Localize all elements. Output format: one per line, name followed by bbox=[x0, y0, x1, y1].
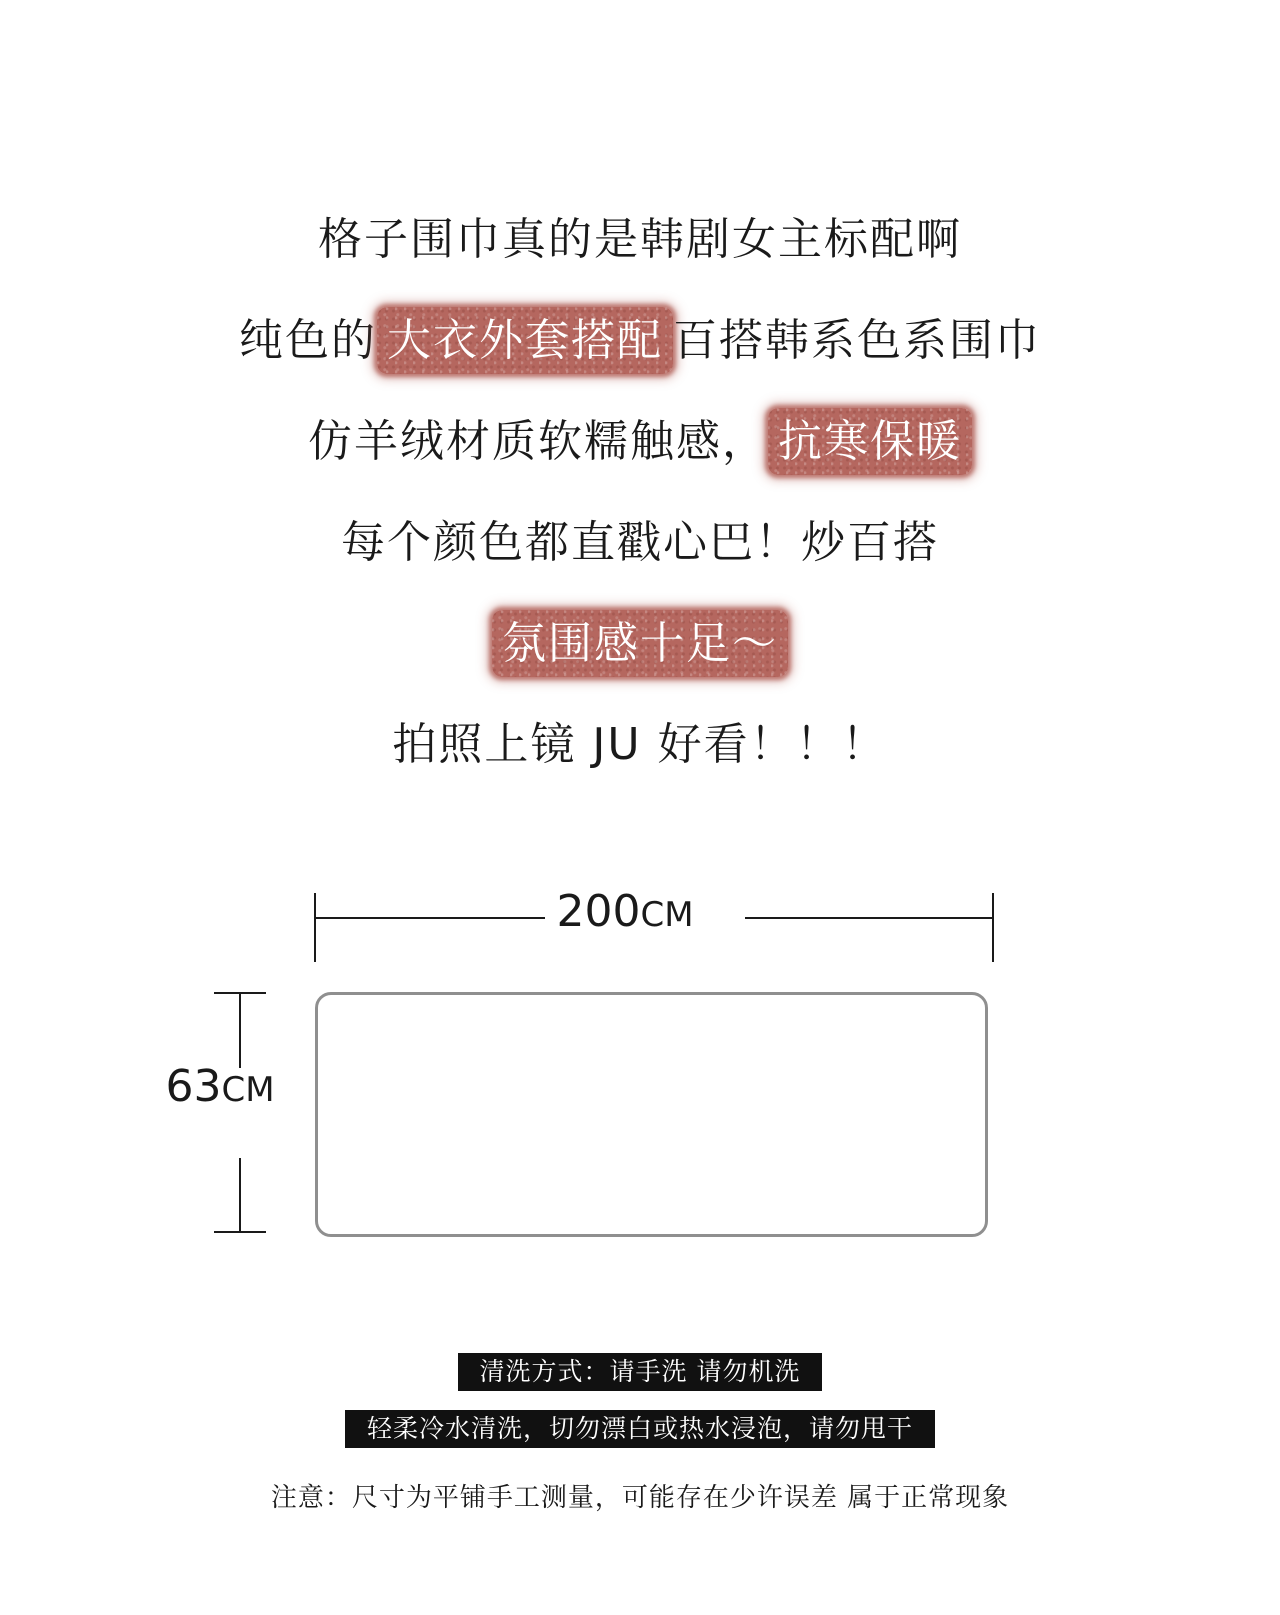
intro-line-6-text: 拍照上镜 JU 好看！！！ bbox=[392, 719, 888, 770]
intro-line-1-text: 格子围巾真的是韩剧女主标配啊 bbox=[318, 214, 962, 265]
highlight-atmosphere: 氛围感十足～ bbox=[492, 610, 788, 677]
intro-line-3-before: 仿羊绒材质软糯触感， bbox=[308, 416, 768, 467]
scarf-outline bbox=[315, 992, 988, 1237]
intro-line-4-text: 每个颜色都直戳心巴！炒百搭 bbox=[341, 517, 939, 568]
measurement-note: 注意：尺寸为平铺手工测量，可能存在少许误差 属于正常现象 bbox=[270, 1483, 1010, 1513]
width-unit: CM bbox=[640, 895, 694, 935]
height-value: 63 bbox=[165, 1061, 222, 1112]
care-method-row bbox=[0, 1353, 1280, 1391]
width-value: 200 bbox=[556, 886, 641, 937]
care-instructions-badge: 轻柔冷水清洗，切勿漂白或热水浸泡，请勿甩干 bbox=[345, 1410, 935, 1448]
width-label bbox=[545, 887, 705, 940]
highlight-coat-pairing: 大衣外套搭配 bbox=[377, 307, 673, 374]
care-instructions-row bbox=[0, 1410, 1280, 1448]
intro-line-2-before: 纯色的 bbox=[239, 315, 377, 366]
care-method-badge: 清洗方式：请手洗 请勿机洗 bbox=[458, 1353, 823, 1391]
intro-line-2-after: 百搭韩系色系围巾 bbox=[673, 315, 1041, 366]
height-unit: CM bbox=[221, 1070, 275, 1110]
height-label bbox=[160, 1062, 280, 1115]
highlight-warmth: 抗寒保暖 bbox=[768, 408, 972, 475]
